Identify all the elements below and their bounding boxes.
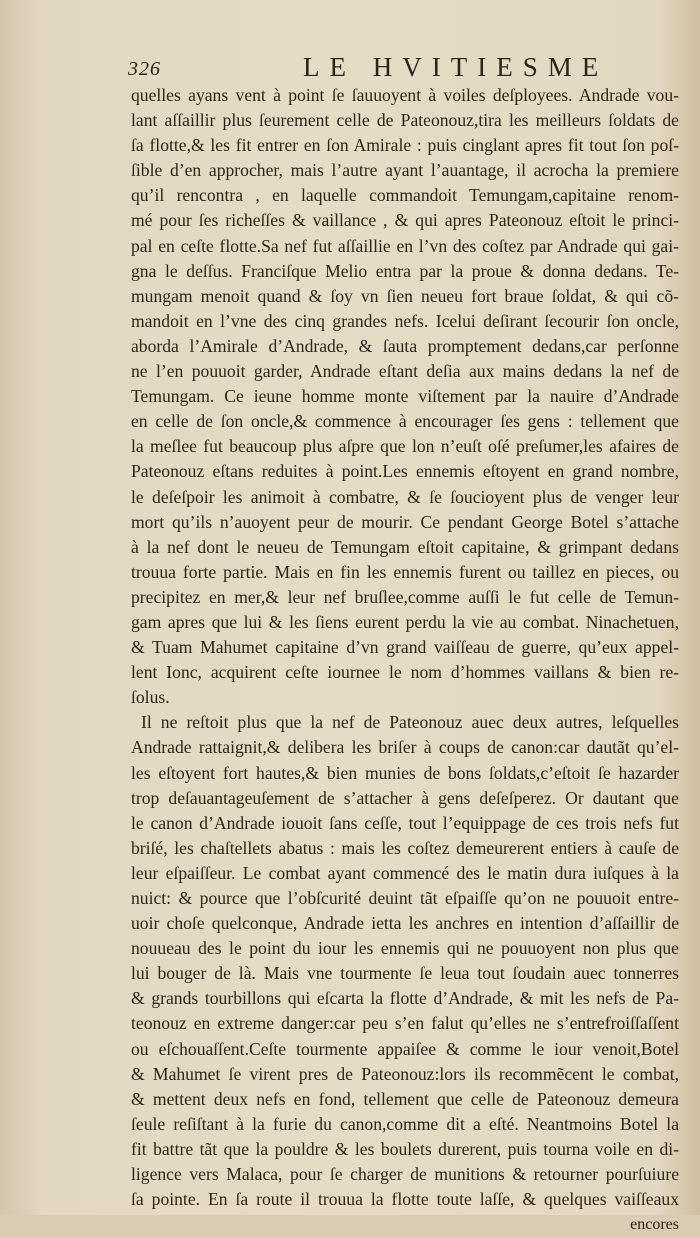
body-text (131, 83, 679, 1237)
text-line: mandoit en l’vne des cinq grandes nefs. Icelui deſirant ſecourir ſon oncle, (131, 310, 679, 331)
text-line: Pateonouz eſtans reduites à point.Les ennemis eſtoyent en grand nombre, (131, 461, 679, 482)
text-line: nouueau des le point du iour les ennemis qui ne pouuoyent non plus que (131, 938, 679, 959)
text-line: en celle de ſon oncle,& commence à encourager ſes gens : tellement que (131, 411, 679, 432)
text-line: lui bouger de là. Mais vne tourmente ſe leua tout ſoudain auec tonnerres (131, 963, 679, 984)
text-line: ſa flotte,& les fit entrer en ſon Amirale : puis cinglant apres fit tout ſon poſ- (131, 135, 679, 156)
text-line: trouua forte partie. Mais en fin les ennemis furent ou taillez en pieces, ou (131, 561, 679, 582)
text-line: ſible d’en approcher, mais l’autre ayant l’auantage, il acrocha la premiere (131, 160, 679, 181)
text-line: trop deſauantageuſement de s’attacher à gens deſeſperez. Or dautant que (131, 787, 679, 808)
text-line: leur eſpaiſſeur. Le combat ayant commencé des le matin dura iuſques à la (131, 862, 679, 883)
text-line: mort qu’ils n’auoyent peur de mourir. Ce pendant George Botel s’attache (131, 511, 679, 532)
paragraph-start-line: Il ne reſtoit plus que la nef de Pateonouz auec deux autres, leſquelles (141, 712, 679, 733)
text-line: & mettent deux nefs en fond, tellement que celle de Pateonouz demeura (131, 1088, 679, 1109)
text-line: mungam menoit quand & ſoy vn ſien neueu fort braue ſoldat, & qui cõ- (131, 285, 679, 306)
text-line: le deſeſpoir les animoit à combatre, & ſe ſoucioyent plus de venger leur (131, 486, 679, 507)
text-line: lant aſſaillir plus ſeurement celle de Pateonouz,tira les meilleurs ſoldats de (131, 110, 679, 131)
text-line: Temungam. Ce ieune homme monte viſtement par la nauire d’Andrade (131, 386, 679, 407)
text-line: & grands tourbillons qui eſcarta la flotte d’Andrade, & mit les nefs de Pa- (131, 988, 679, 1009)
text-line: ſeule reſiſtant à la furie du canon,comme dit a eſté. Neantmoins Botel la (131, 1113, 679, 1134)
running-head (128, 50, 688, 80)
text-line: quelles ayans vent à point ſe ſauuoyent à voiles deſployees. Andrade vou- (131, 85, 679, 105)
text-line: uoir choſe quelconque, Andrade ietta les anchres en intention d’aſſaillir de (131, 913, 679, 934)
text-line: & Mahumet ſe virent pres de Pateonouz:lors ils recommẽcent le combat, (131, 1063, 679, 1084)
text-line: lent Ionc, acquirent ceſte iournee le nom d’hommes vaillans & bien re- (131, 662, 679, 683)
text-line: ſolus. (131, 687, 170, 708)
text-line: qu’il rencontra , en laquelle commandoit Temungam,capitaine renom- (131, 185, 679, 206)
text-line: ne l’en pouuoit garder, Andrade eſtant deſia aux mains dedans la nef de (131, 361, 679, 382)
text-line: aborda l’Amirale d’Andrade, & ſauta promptement dedans,car perſonne (131, 335, 679, 356)
running-title: LE HVITIESME (303, 52, 609, 82)
text-line: mé pour ſes richeſſes & vaillance , & qui apres Pateonouz eſtoit le princi- (131, 210, 679, 231)
text-line: teonouz en extreme danger:car peu s’en falut qu’elles ne s’entrefroiſſaſſent (131, 1013, 679, 1034)
text-line: briſé, les chaſtellets abatus : mais les coſtez demeurerent entiers à cauſe de (131, 837, 679, 858)
text-line: nuict: & pource que l’obſcurité deuint tãt eſpaiſſe qu’on ne pouuoit entre- (131, 888, 679, 908)
text-line: la meſlee fut beaucoup plus aſpre que lon n’euſt oſé preſumer,les afaires de (131, 436, 679, 457)
text-line: Andrade rattaignit,& delibera les briſer à coups de canon:car dautãt qu’el- (131, 737, 679, 758)
text-line: fit battre tãt que la pouldre & les boulets durerent, puis tourna voile en di- (131, 1138, 679, 1159)
text-line: gam apres que lui & les ſiens eurent perdu la vie au combat. Ninachetuen, (131, 611, 679, 632)
text-line: les eſtoyent fort hautes,& bien munies de bons ſoldats,c’eſtoit ſe hazarder (131, 762, 679, 783)
text-line: le canon d’Andrade iouoit ſans ceſſe, tout l’equippage de ces trois nefs fut (131, 812, 679, 833)
text-line: à la nef dont le neueu de Temungam eſtoit capitaine, & grimpant dedans (131, 536, 679, 557)
text-line: precipitez en mer,& leur nef bruſlee,comme auſſi le fut celle de Temun- (131, 586, 679, 607)
page-number: 326 (128, 58, 161, 80)
text-line: ligence vers Malaca, pour ſe charger de munitions & retourner pourſuiure (131, 1164, 679, 1185)
text-line: & Tuam Mahumet capitaine d’vn grand vaiſſeau de guerre, qu’eux appel- (131, 637, 679, 658)
text-line: ou eſchouaſſent.Ceſte tourmente appaiſee & comme le iour venoit,Botel (131, 1038, 679, 1059)
text-line: gna le deſſus. Franciſque Melio entra par la proue & donna dedans. Te- (131, 260, 679, 281)
text-line: ſa pointe. En ſa route il trouua la flotte toute laſſe, & quelques vaiſſeaux (131, 1189, 679, 1210)
text-line: pal en ceſte flotte.Sa nef fut aſſaillie en l’vn des coſtez par Andrade qui gai- (131, 235, 679, 256)
catchword: encores (630, 1216, 679, 1234)
